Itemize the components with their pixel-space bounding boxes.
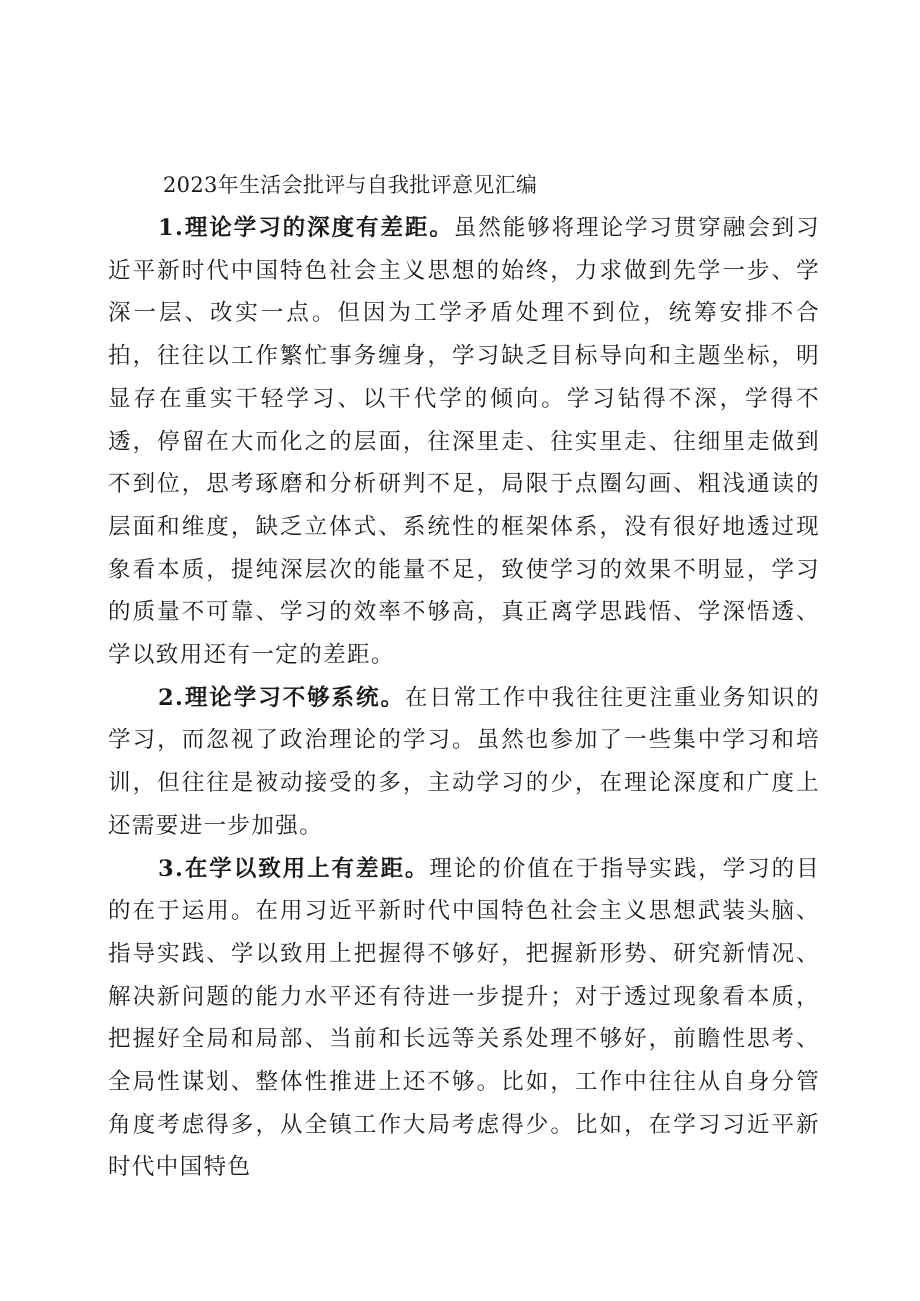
paragraph-3-heading: 在学以致用上有差距。 bbox=[184, 855, 430, 882]
document-body bbox=[108, 207, 820, 1189]
paragraph-2-heading: 理论学习不够系统。 bbox=[184, 684, 405, 711]
paragraph-1-number: 1. bbox=[158, 215, 185, 241]
paragraph-2-text: 在日常工作中我往往更注重业务知识的学习，而忽视了政治理论的学习。虽然也参加了一些集中学习和培训，但往往是被动接受的多，主动学习的少，在理论深度和广度上还需要进一步加强。 bbox=[108, 684, 820, 839]
paragraph-3-number: 3. bbox=[158, 855, 185, 882]
paragraph-3-text: 理论的价值在于指导实践，学习的目的在于运用。在用习近平新时代中国特色社会主义思想武装头脑、指导实践、学以致用上把握得不够好，把握新形势、研究新情况、解决新问题的能力水平还有待进一步提升；对于透过现象看本质，把握好全局和局部、当前和长远等关系处理不够好，前瞻性思考、全局性谋划、整体性推进上还不够。比如，工作中往往从自身分管角度考虑得多，从全镇工作大局考虑得少。比如，在学习习近平新时代中国特色 bbox=[108, 855, 820, 1181]
paragraph-1 bbox=[108, 207, 820, 677]
paragraph-1-text: 虽然能够将理论学习贯穿融会到习近平新时代中国特色社会主义思想的始终，力求做到先学一步、学深一层、改实一点。但因为工学矛盾处理不到位，统筹安排不合拍，往往以工作繁忙事务缠身，学习缺乏目标导向和主题坐标，明显存在重实干轻学习、以干代学的倾向。学习钻得不深，学得不透，停留在大而化之的层面，往深里走、往实里走、往细里走做到不到位，思考琢磨和分析研判不足，局限于点圈勾画、粗浅通读的层面和维度，缺乏立体式、系统性的框架体系，没有很好地透过现象看本质，提纯深层次的能量不足，致使学习的效果不明显，学习的质量不可靠、学习的效率不够高，真正离学思践悟、学深悟透、学以致用还有一定的差距。 bbox=[108, 215, 820, 669]
document-title: 2023年生活会批评与自我批评意见汇编 bbox=[163, 173, 538, 197]
paragraph-3 bbox=[108, 848, 820, 1190]
paragraph-2 bbox=[108, 677, 820, 848]
paragraph-2-number: 2. bbox=[158, 684, 185, 711]
paragraph-1-heading: 理论学习的深度有差距。 bbox=[184, 215, 454, 241]
